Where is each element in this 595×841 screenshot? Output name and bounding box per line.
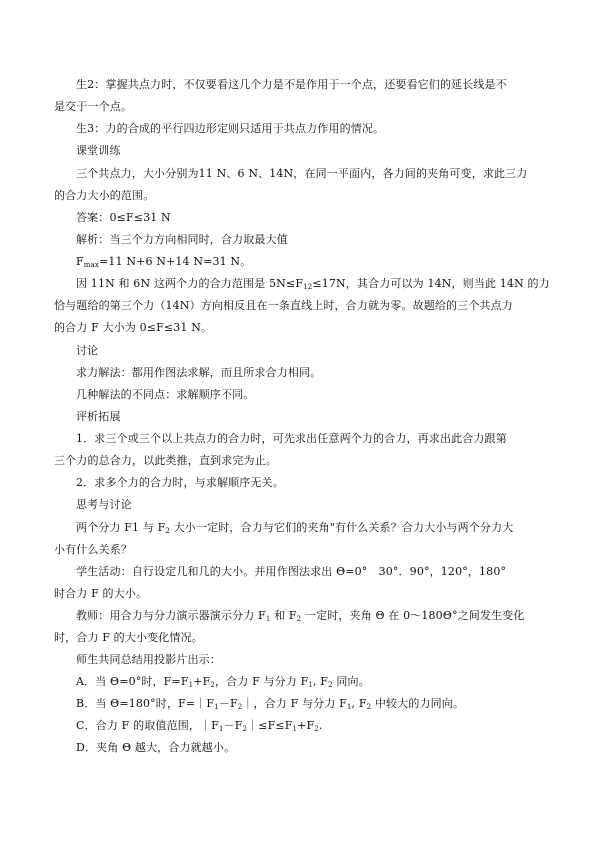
- text-line: 求力解法：都用作图法求解，而且所求合力相同。: [76, 366, 322, 379]
- text-line: 小有什么关系？: [54, 543, 133, 556]
- text-line: 解析：当三个力方向相同时，合力取最大值: [76, 233, 288, 246]
- list-item: D．夹角 Θ 越大，合力就越小。: [76, 741, 236, 754]
- text-line: 时，合力 F 的大小变化情况。: [54, 631, 203, 644]
- text-line: 师生共同总结用投影片出示：: [76, 653, 221, 666]
- formula-line: $F_{max}=11$ N+6 N+14 N=31 N。: [76, 255, 252, 269]
- section-heading: 讨论: [76, 344, 99, 357]
- text-line: 1．求三个或三个以上共点力的合力时，可先求出任意两个力的合力，再求出此合力跟第: [76, 432, 507, 445]
- section-heading: 课堂训练: [76, 144, 121, 157]
- text-line: 生2：掌握共点力时，不仅要看这几个力是不是作用于一个点，还要看它们的延长线是不: [76, 78, 507, 91]
- list-item: A．当 Θ=0°时，$F=F_1+F_2$，合力 F 与分力 $F_1$, $F_2$ 同向。: [76, 675, 370, 689]
- answer-line: 答案：0≤F≤31 N: [76, 211, 171, 224]
- text-line: 两个分力 F1 与 $F_2$ 大小一定时，合力与它们的夹角"有什么关系？合力大小与两个分力大: [76, 521, 514, 535]
- section-heading: 评析拓展: [76, 410, 121, 423]
- text-line: 学生活动：自行设定几和几的大小。并用作图法求出 Θ=0° 30°．90°，120°，180°: [76, 565, 507, 578]
- text-line: 的合力 F 大小为 0≤F≤31 N。: [54, 321, 213, 334]
- text-line: 三个力的总合力，以此类推，直到求完为止。: [54, 454, 277, 467]
- text-line: 2．求多个力的合力时，与求解顺序无关。: [76, 476, 284, 489]
- text-line: 因 11N 和 6N 这两个力的合力范围是 $5N\le F_{12}\le 17N$，其合力可以为 14N，则当此 14N 的力: [76, 277, 550, 291]
- text-line: 三个共点力，大小分别为11 N、6 N、14N，在同一平面内，各力间的夹角可变，求此三力: [76, 167, 528, 180]
- section-heading: 思考与讨论: [76, 498, 132, 511]
- text-line: 生3：力的合成的平行四边形定则只适用于共点力作用的情况。: [76, 122, 385, 135]
- text-line: 教师：用合力与分力演示器演示分力 $F_1$ 和 $F_2$ 一定时，夹角 Θ 在 0～180Θ°之间发生变化: [76, 609, 525, 623]
- text-line: 时合力 F 的大小。: [54, 587, 148, 600]
- list-item: B．当 Θ=180°时，$F=|F_1-F_2|$，合力 F 与分力 $F_1$, $F_2$ 中较大的力同向。: [76, 697, 465, 711]
- list-item: C．合力 F 的取值范围，$|F_1-F_2|\le F\le F_1+F_2$.: [76, 719, 323, 733]
- text-line: 恰与题给的第三个力（14N）方向相反且在一条直线上时，合力就为零。故题给的三个共点力: [54, 299, 513, 312]
- text-line: 是交于一个点。: [54, 100, 133, 113]
- text-line: 的合力大小的范围。: [54, 189, 155, 202]
- text-line: 几种解法的不同点：求解顺序不同。: [76, 388, 255, 401]
